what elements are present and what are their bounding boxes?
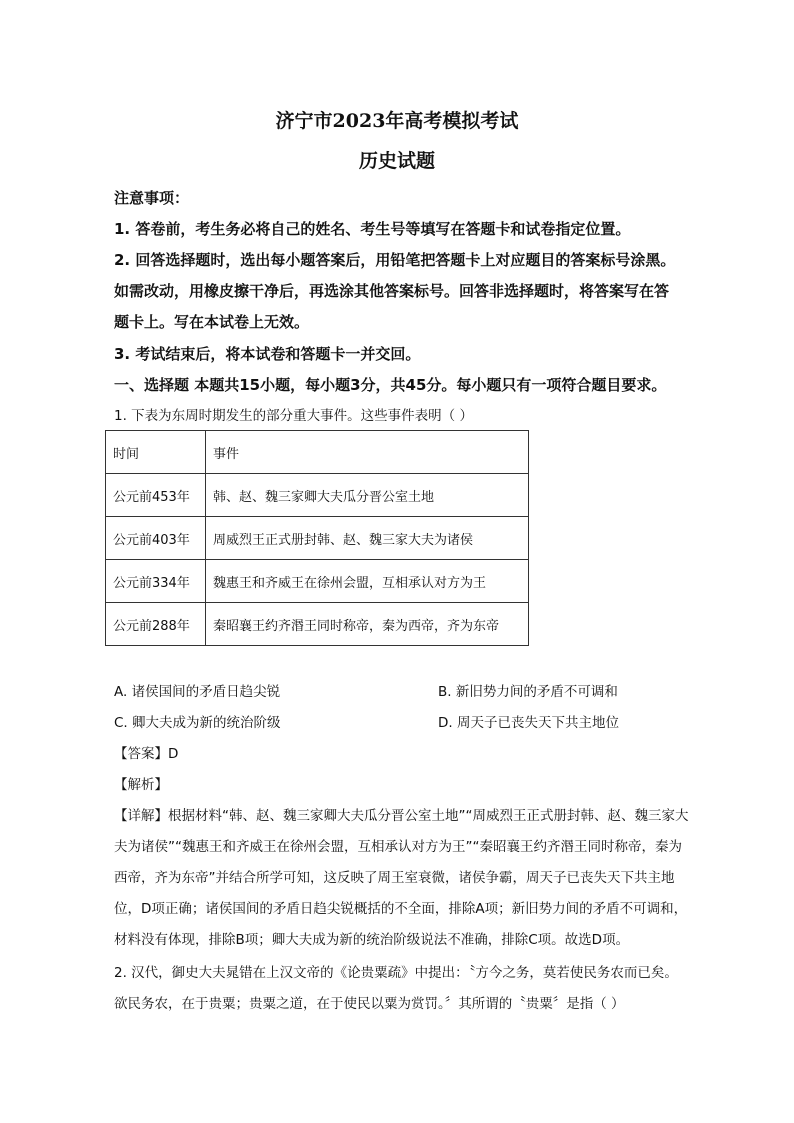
notice-heading: 注意事项： <box>114 189 190 207</box>
table-row <box>106 560 529 603</box>
notice-line: 3. 考试结束后，将本试卷和答题卡一并交回。 <box>114 345 421 363</box>
analysis-line: 材料没有体现，排除B项；卿大夫成为新的统治阶级说法不准确，排除C项。故选D项。 <box>114 932 630 948</box>
notice-line: 2. 回答选择题时，选出每小题答案后，用铅笔把答题卡上对应题目的答案标号涂黑。 <box>114 251 676 269</box>
table-cell-event: 魏惠王和齐威王在徐州会盟，互相承认对方为王 <box>206 560 529 603</box>
option-c: C. 卿大夫成为新的统治阶级 <box>114 715 281 731</box>
analysis-line: 夫为诸侯”“魏惠王和齐威王在徐州会盟，互相承认对方为王”“秦昭襄王约齐湣王同时称帝，秦为 <box>114 839 682 855</box>
question-2-line: 欲民务农，在于贵粟；贵粟之道，在于使民以粟为赏罚。〞其所谓的〝贵粟〞是指（ ） <box>114 996 625 1012</box>
exam-title: 济宁市2023年高考模拟考试 <box>275 110 519 132</box>
table-header-cell: 事件 <box>206 431 529 474</box>
question-2-line: 2. 汉代，御史大夫晁错在上汉文帝的《论贵粟疏》中提出：〝方今之务，莫若使民务农而已矣。 <box>114 965 678 981</box>
table-cell-event: 周威烈王正式册封韩、赵、魏三家大夫为诸侯 <box>206 517 529 560</box>
table-cell-year: 公元前453年 <box>106 474 206 517</box>
table-cell-year: 公元前288年 <box>106 603 206 646</box>
table-cell-event: 秦昭襄王约齐湣王同时称帝，秦为西帝，齐为东帝 <box>206 603 529 646</box>
option-a: A. 诸侯国间的矛盾日趋尖锐 <box>114 684 281 700</box>
notice-line: 如需改动，用橡皮擦干净后，再选涂其他答案标号。回答非选择题时，将答案写在答 <box>114 282 670 300</box>
table-cell-year: 公元前334年 <box>106 560 206 603</box>
analysis-line: 位，D项正确；诸侯国间的矛盾日趋尖锐概括的不全面，排除A项；新旧势力间的矛盾不可调和， <box>114 901 688 917</box>
table-cell-year: 公元前403年 <box>106 517 206 560</box>
notice-line: 题卡上。写在本试卷上无效。 <box>114 313 310 331</box>
table-row <box>106 474 529 517</box>
notice-line: 1. 答卷前，考生务必将自己的姓名、考生号等填写在答题卡和试卷指定位置。 <box>114 220 631 238</box>
table-row <box>106 517 529 560</box>
table-row <box>106 603 529 646</box>
table-cell-event: 韩、赵、魏三家卿大夫瓜分晋公室土地 <box>206 474 529 517</box>
answer-label: 【答案】D <box>114 746 179 762</box>
table-header-row <box>106 431 529 474</box>
exam-subtitle: 历史试题 <box>358 150 435 172</box>
analysis-heading: 【解析】 <box>114 777 168 793</box>
option-b: B. 新旧势力间的矛盾不可调和 <box>438 684 618 700</box>
analysis-line: 【详解】根据材料“韩、赵、魏三家卿大夫瓜分晋公室土地”“周威烈王正式册封韩、赵、魏三家大 <box>114 808 689 824</box>
events-table <box>105 430 529 646</box>
analysis-line: 西帝，齐为东帝”并结合所学可知，这反映了周王室衰微，诸侯争霸，周天子已丧失天下共主地 <box>114 870 675 886</box>
option-d: D. 周天子已丧失天下共主地位 <box>438 715 619 731</box>
question-1-stem: 1. 下表为东周时期发生的部分重大事件。这些事件表明（ ） <box>114 408 473 424</box>
table-header-cell: 时间 <box>106 431 206 474</box>
section-heading: 一、选择题 本题共15小题，每小题3分，共45分。每小题只有一项符合题目要求。 <box>114 376 667 394</box>
